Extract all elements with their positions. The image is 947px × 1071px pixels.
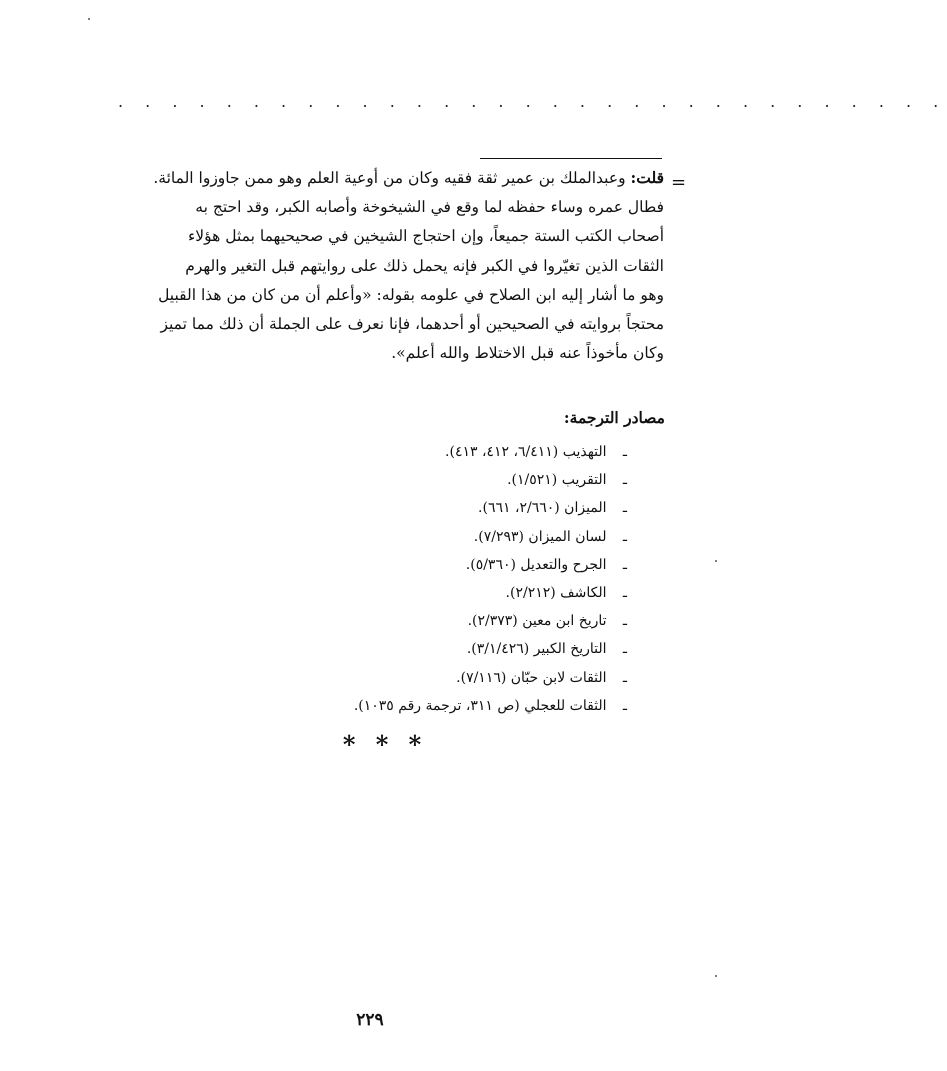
bullet-dash: ـ	[622, 613, 627, 630]
paragraph-line: قلت: وعبدالملك بن عمير ثقة فقيه وكان من أوعية العلم وهو ممن جاوزوا المائة.	[153, 168, 664, 187]
section-separator: * * *	[342, 730, 428, 759]
source-item: ـ الكاشف (٢/٢١٢).	[227, 579, 627, 607]
paragraph-line: محتجاً بروايته في الصحيحين أو أحدهما، فإنا نعرف على الجملة أن ذلك مما تميز	[160, 315, 664, 334]
bullet-dash: ـ	[622, 584, 627, 601]
sources-title: مصادر الترجمة:	[563, 408, 665, 427]
scan-speck	[715, 560, 717, 562]
bullet-dash: ـ	[622, 528, 627, 545]
bullet-dash: ـ	[622, 669, 627, 686]
source-item: ـ لسان الميزان (٧/٢٩٣).	[227, 523, 627, 551]
continuation-mark: =	[671, 172, 687, 193]
source-item: ـ الثقات للعجلي (ص ٣١١، ترجمة رقم ١٠٣٥).	[227, 692, 627, 720]
source-item: ـ تاريخ ابن معين (٢/٣٧٣).	[227, 607, 627, 635]
bullet-dash: ـ	[622, 500, 627, 517]
footnote-rule	[480, 158, 662, 159]
bullet-dash: ـ	[622, 641, 627, 658]
paragraph-label: قلت:	[630, 168, 664, 187]
source-item: ـ الثقات لابن حبّان (٧/١١٦).	[227, 664, 627, 692]
scan-speck	[88, 18, 90, 20]
note-paragraph	[106, 163, 664, 368]
paragraph-line: فطال عمره وساء حفظه لما وقع في الشيخوخة وأصابه الكبر، وقد احتج به	[195, 198, 664, 217]
scan-speck	[715, 975, 717, 977]
source-item: ـ التقريب (١/٥٢١).	[227, 466, 627, 494]
dotted-separator: . . . . . . . . . . . . . . . . . . . . . . . . . . . . . . .	[118, 92, 947, 111]
paragraph-line: أصحاب الكتب الستة جميعاً، وإن احتجاج الشيخين في صحيحيهما بمثل هؤلاء	[188, 227, 664, 246]
paragraph-line: الثقات الذين تغيّروا في الكبر فإنه يحمل ذلك على روايتهم قبل التغير والهرم	[185, 256, 664, 275]
paragraph-line: وكان مأخوذاً عنه قبل الاختلاط والله أعلم».	[391, 344, 664, 363]
bullet-dash: ـ	[622, 556, 627, 573]
page-number: ٢٢٩	[356, 1010, 384, 1030]
source-item: ـ الميزان (٢/٦٦٠، ٦٦١).	[227, 494, 627, 522]
bullet-dash: ـ	[622, 472, 627, 489]
bullet-dash: ـ	[622, 697, 627, 714]
source-item: ـ الجرح والتعديل (٥/٣٦٠).	[227, 551, 627, 579]
source-item: ـ التهذيب (٦/٤١١، ٤١٢، ٤١٣).	[227, 438, 627, 466]
bullet-dash: ـ	[622, 444, 627, 460]
paragraph-line: وهو ما أشار إليه ابن الصلاح في علومه بقوله: «وأعلم أن من كان من هذا القبيل	[158, 285, 664, 304]
sources-list	[227, 438, 627, 720]
source-item: ـ التاريخ الكبير (٣/١/٤٢٦).	[227, 635, 627, 663]
